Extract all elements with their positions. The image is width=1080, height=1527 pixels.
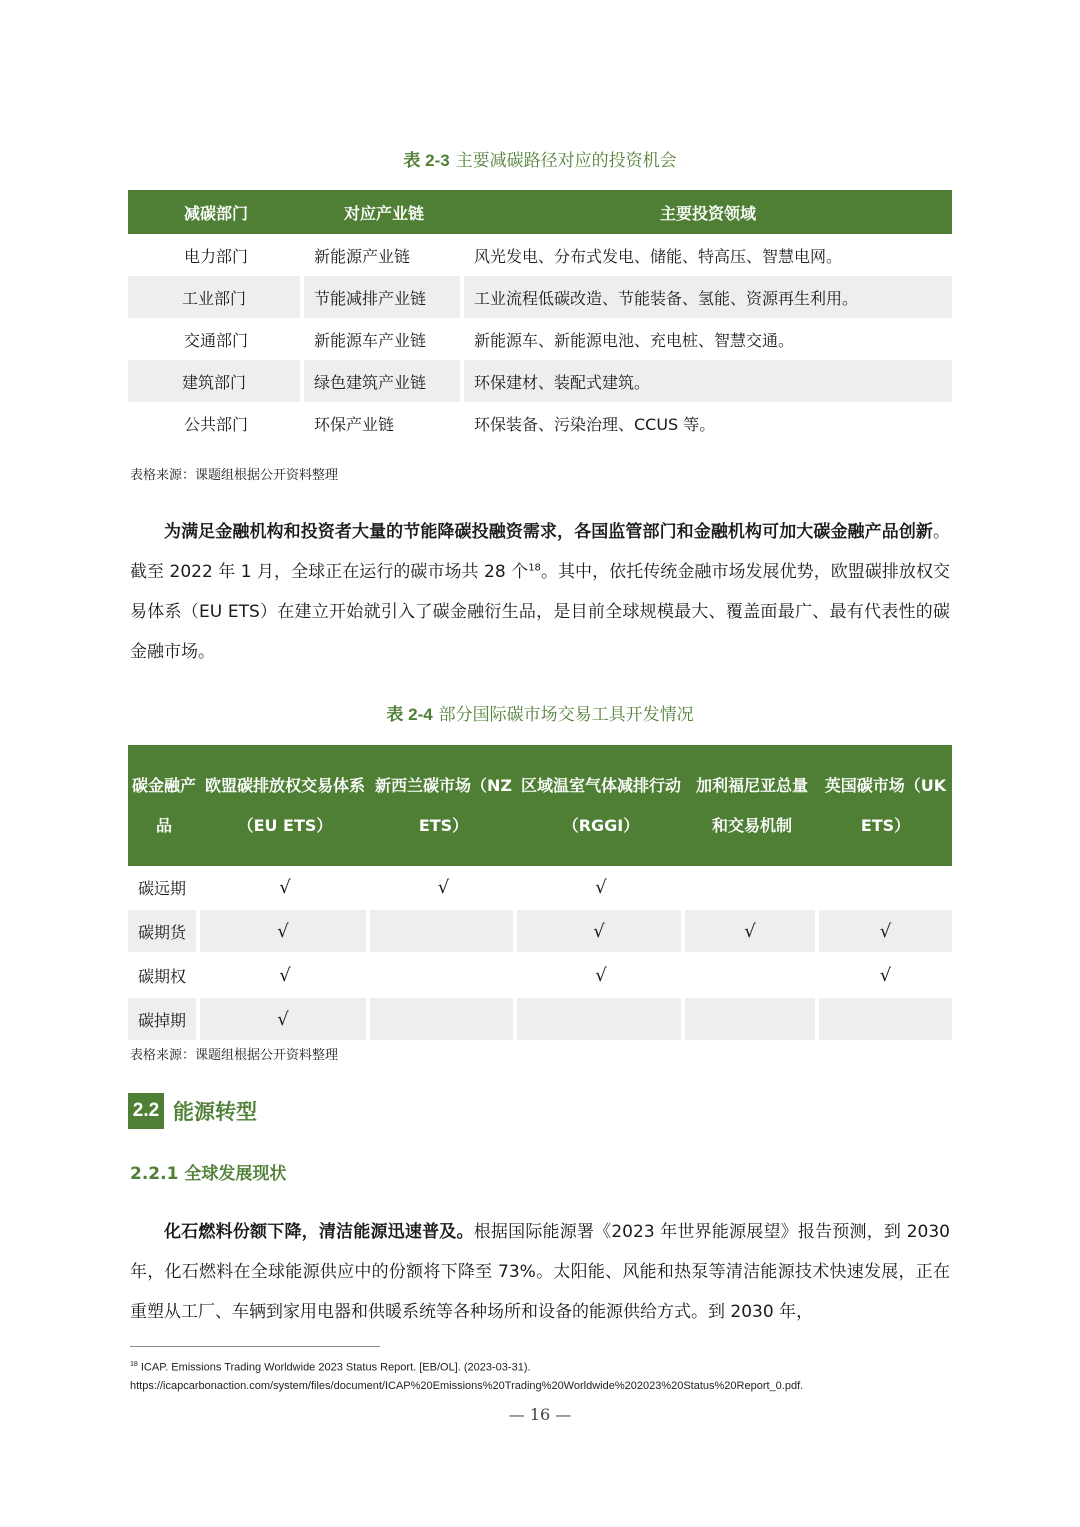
check-cell: √: [200, 996, 370, 1042]
check-cell: [819, 866, 952, 908]
caption-text: 主要减碳路径对应的投资机会: [455, 151, 677, 171]
table-row: [128, 866, 952, 908]
table-row: [128, 996, 952, 1042]
header-industry-chain: 对应产业链: [304, 190, 464, 234]
check-cell: √: [517, 908, 685, 954]
table-source-note: 表格来源：课题组根据公开资料整理: [130, 468, 339, 483]
footnote-url[interactable]: https://icapcarbonaction.com/system/files/document/ICAP%20Emissions%20Trading%20Worldwide%202023%20Status%20Report_0.pdf.: [130, 1380, 804, 1392]
subsection-title: 2.2.1 全球发展现状: [130, 1164, 287, 1184]
check-cell: [685, 866, 819, 908]
check-cell: [685, 996, 819, 1042]
check-cell: √: [595, 876, 607, 898]
cell-product: 碳期货: [128, 908, 200, 954]
caption-text: 部分国际碳市场交易工具开发情况: [438, 705, 694, 725]
header-california: 加利福尼亚总量和交易机制: [685, 745, 819, 866]
check-cell: √: [595, 964, 607, 986]
header-nz-ets: 新西兰碳市场（NZ ETS）: [370, 745, 517, 866]
paragraph-lead-bold: 化石燃料份额下降，清洁能源迅速普及。: [164, 1222, 474, 1242]
paragraph-text: 。截至 2022 年 1 月，全球正在运行的碳市场共 28 个: [130, 522, 950, 582]
paragraph-text: 。其中，依托传统金融市场发展优势，欧盟碳排放权交易体系（EU ETS）在建立开始就引入了碳金融衍生品，是目前全球规模最大、覆盖面最广、最有代表性的碳金融市场。: [130, 562, 951, 662]
check-cell: [517, 996, 685, 1042]
cell-industry-chain: 节能减排产业链: [304, 276, 464, 318]
check-cell: √: [437, 876, 450, 898]
check-cell: [819, 996, 952, 1042]
paragraph-carbon-finance: [130, 512, 950, 672]
cell-industry-chain: 新能源车产业链: [314, 330, 427, 350]
cell-product: 碳远期: [138, 878, 187, 898]
footnote-line-1: [130, 1361, 531, 1374]
table-row: [128, 318, 952, 360]
paragraph-energy-transition: [130, 1212, 950, 1332]
footnote-ref[interactable]: 18: [528, 562, 541, 574]
check-cell: [370, 954, 517, 996]
cell-product: 碳掉期: [128, 996, 200, 1042]
table-row: [128, 954, 952, 996]
table-row: [128, 276, 952, 318]
table-row: [128, 360, 952, 402]
page-number: — 16 —: [508, 1405, 572, 1424]
table-2-4-caption: [0, 700, 1080, 725]
cell-sector: 交通部门: [183, 330, 248, 350]
check-cell: √: [819, 908, 952, 954]
footnote-divider: [130, 1346, 380, 1347]
paragraph-text: 根据国际能源署《2023 年世界能源展望》报告预测，到 2030 年，化石燃料在全球能源供应中的份额将下降至 73%。太阳能、风能和热泵等清洁能源技术快速发展，正在重塑从工厂、车辆到家用电器和供暖系统等各种场所和设备的能源供给方式。到 2030 年，: [130, 1222, 950, 1322]
table-row: [128, 908, 952, 954]
check-cell: √: [279, 876, 291, 898]
caption-number: 表 2-4: [386, 705, 433, 724]
check-cell: √: [200, 908, 370, 954]
header-rggi: 区域温室气体减排行动（RGGI）: [517, 745, 685, 866]
header-eu-ets: 欧盟碳排放权交易体系（EU ETS）: [200, 745, 370, 866]
table-2-3-caption: [0, 146, 1080, 171]
table-investment-opportunities: [128, 190, 952, 444]
section-title: 能源转型: [173, 1100, 257, 1124]
header-sector: 减碳部门: [128, 190, 304, 234]
cell-sector: 工业部门: [128, 276, 304, 318]
cell-sector: 电力部门: [183, 246, 248, 266]
header-investment-field: 主要投资领域: [464, 190, 952, 234]
cell-industry-chain: 绿色建筑产业链: [304, 360, 464, 402]
cell-sector: 公共部门: [183, 414, 248, 434]
cell-investment-field: 工业流程低碳改造、节能装备、氢能、资源再生利用。: [464, 276, 952, 318]
cell-investment-field: 环保装备、污染治理、CCUS 等。: [474, 414, 716, 434]
cell-sector: 建筑部门: [128, 360, 304, 402]
cell-investment-field: 环保建材、装配式建筑。: [464, 360, 952, 402]
check-cell: √: [279, 964, 291, 986]
cell-investment-field: 新能源车、新能源电池、充电桩、智慧交通。: [474, 330, 795, 350]
check-cell: [370, 908, 517, 954]
check-cell: [370, 996, 517, 1042]
paragraph-lead-bold: 为满足金融机构和投资者大量的节能降碳投融资需求，各国监管部门和金融机构可加大碳金融产品创新: [164, 522, 933, 542]
cell-investment-field: 风光发电、分布式发电、储能、特高压、智慧电网。: [474, 246, 843, 266]
footnote-citation: ICAP. Emissions Trading Worldwide 2023 Status Report. [EB/OL]. (2023-03-31).: [140, 1361, 531, 1374]
table-source-note: 表格来源：课题组根据公开资料整理: [130, 1048, 339, 1063]
caption-number: 表 2-3: [403, 151, 450, 170]
check-cell: [685, 954, 819, 996]
footnote-mark: 18: [130, 1361, 138, 1368]
check-cell: √: [685, 908, 819, 954]
table-header-row: [128, 190, 952, 234]
check-cell: √: [879, 964, 892, 986]
cell-product: 碳期权: [138, 966, 187, 986]
table-carbon-market-instruments: [128, 745, 952, 1042]
cell-industry-chain: 环保产业链: [314, 414, 395, 434]
section-number-badge: 2.2: [128, 1093, 164, 1129]
table-row: [128, 234, 952, 276]
table-header-row: [128, 745, 952, 866]
header-product: 碳金融产品: [128, 745, 200, 866]
cell-industry-chain: 新能源产业链: [314, 246, 411, 266]
header-uk-ets: 英国碳市场（UK ETS）: [819, 745, 952, 866]
table-row: [128, 402, 952, 444]
